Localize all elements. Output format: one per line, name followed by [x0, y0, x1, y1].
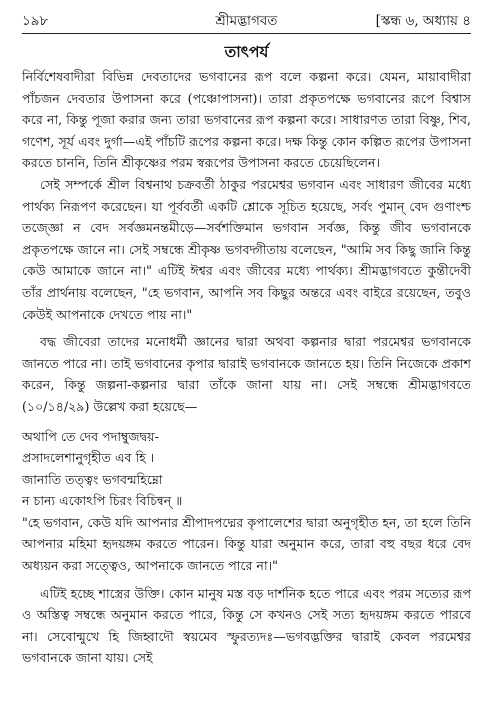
- verse-translation: "হে ভগবান, কেউ যদি আপনার শ্রীপাদপদ্মের কৃপালেশের দ্বারা অনুগৃহীত হন, তা হলে তিনি আপনার মহিমা হৃদয়ঙ্গম করতে পারেন। কিন্তু যারা অনুমান করে, তারা বহু বছর ধরে বেদ অধ্যয়ন করা সত্ত্বেও, আপনাকে জানতে পারে না।": [22, 514, 471, 574]
- section-reference: [স্কন্ধ ৬, অধ্যায় ৪: [375, 13, 471, 29]
- page-number: ১৯৮: [22, 13, 49, 29]
- paragraph: বদ্ধ জীবেরা তাদের মনোধর্মী জ্ঞানের দ্বারা অথবা কল্পনার দ্বারা পরমেশ্বর ভগবানকে জানতে পারে না। তাই ভগবানের কৃপার দ্বারাই ভগবানকে জানতে হয়। তিনি নিজেকে প্রকাশ করেন, কিন্তু জল্পনা-কল্পনার দ্বারা তাঁকে জানা যায় না। সেই সম্বন্ধে শ্রীমদ্ভাগবতে (১০/১৪/২৯) উল্লেখ করা হয়েছে—: [22, 334, 471, 414]
- header-divider: [22, 33, 471, 34]
- verse-line: জানাতি তত্ত্বং ভগবন্মহিম্নো: [22, 471, 163, 487]
- running-header: [22, 8, 471, 34]
- paragraph: এটিই হচ্ছে শাস্ত্রের উক্তি। কোন মানুষ মস্ত বড় দার্শনিক হতে পারে এবং পরম সত্যের রূপ ও অস্তিত্ব সম্বন্ধে অনুমান করতে পারে, কিন্তু সে কখনও সেই সত্য হৃদয়ঙ্গম করতে পারবে না। সেবোন্মুখে হি জিহ্বাদৌ স্বয়মেব স্ফুরত্যদঃ—ভগবদ্ভক্তির দ্বারাই কেবল পরমেশ্বর ভগবানকে জানা যায়। সেই: [22, 585, 471, 666]
- verse-line: ন চান্য একোঽপি চিরং বিচিন্বন্ ॥: [22, 493, 183, 509]
- paragraph: নির্বিশেষবাদীরা বিভিন্ন দেবতাদের ভগবানের রূপ বলে কল্পনা করে। যেমন, মায়াবাদীরা পাঁচজন দেবতার উপাসনা করে (পঞ্চোপাসনা)। তারা প্রকৃতপক্ষে ভগবানের রূপে বিশ্বাস করে না, কিন্তু পূজা করার জন্য তারা ভগবানের রূপ কল্পনা করে। সাধারণত তারা বিষ্ণু, শিব, গণেশ, সূর্য এবং দুর্গা—এই পাঁচটি রূপের কল্পনা করে। দক্ষ কিন্তু কোন কল্পিত রূপের উপাসনা করতে চাননি, তিনি শ্রীকৃষ্ণের পরম স্বরূপের উপাসনা করতে চেয়েছিলেন।: [22, 69, 471, 171]
- commentary-body: [22, 66, 471, 669]
- section-heading: তাৎপর্য: [224, 42, 269, 61]
- verse-line: অথাপি তে দেব পদাম্বুজদ্বয়-: [22, 428, 159, 444]
- verse-line: প্রসাদলেশানুগৃহীত এব হি ।: [22, 450, 155, 466]
- paragraph: সেই সম্পর্কে শ্রীল বিশ্বনাথ চক্রবর্তী ঠাকুর পরমেশ্বর ভগবান এবং সাধারণ জীবের মধ্যে পার্থক্য নিরূপণ করেছেন। যা পূর্ববর্তী একটি শ্লোকে সূচিত হয়েছে, সর্বং পুমান্ বেদ গুণাংশ্চ তজ্জ্ঞো ন বেদ সর্বজ্ঞমনন্তমীড়ে—সর্বশক্তিমান ভগবান সর্বজ্ঞ, কিন্তু জীব ভগবানকে প্রকৃতপক্ষে জানে না। সেই সম্বন্ধে শ্রীকৃষ্ণ ভগবদ্গীতায় বলেছেন, "আমি সব কিছু জানি কিন্তু কেউ আমাকে জানে না।" এটিই ঈশ্বর এবং জীবের মধ্যে পার্থক্য। শ্রীমদ্ভাগবতে কুন্তীদেবী তাঁর প্রার্থনায় বলেছেন, "হে ভগবান, আপনি সব কিছুর অন্তরে এবং বাইরে রয়েছেন, তবুও কেউই আপনাকে দেখতে পায় না।": [22, 176, 471, 322]
- book-title: শ্রীমদ্ভাগবত: [215, 13, 278, 29]
